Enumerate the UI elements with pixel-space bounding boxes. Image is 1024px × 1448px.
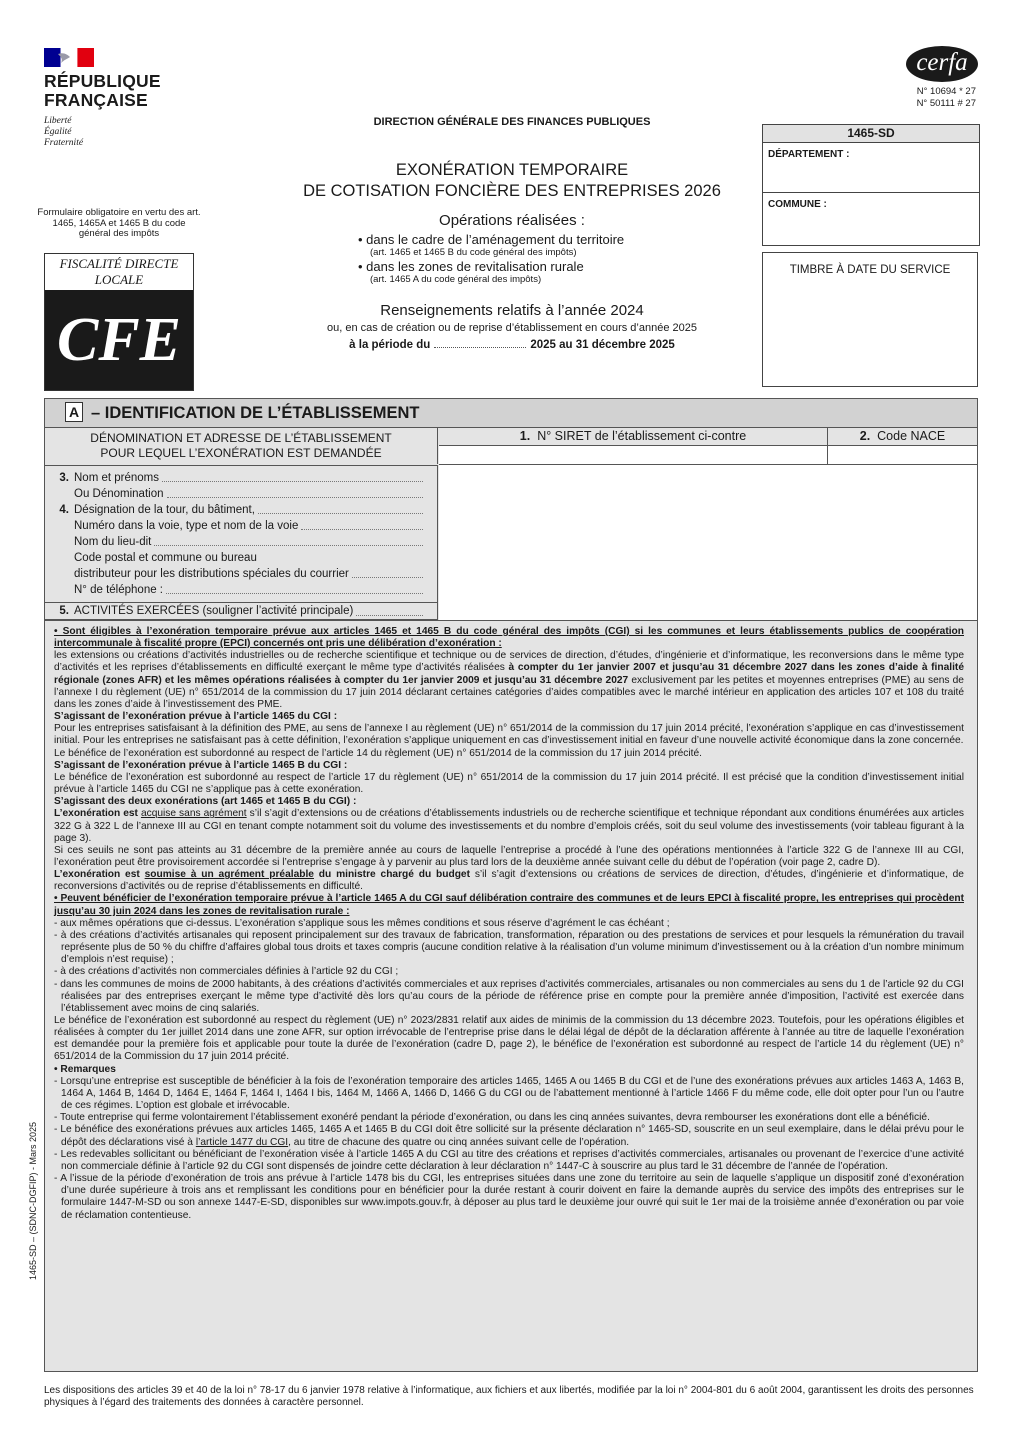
list-item: - Le bénéfice des exonérations prévues aux articles 1465, 1465 A et 1465 B du CGI doit être sollicité sur la présente déclaration n° 1465-SD, souscrite en un seul exemplaire, dans le délai prévu pour le dépôt des déclarations visé à l’article 1477 du CGI, au titre de chacune des quatre ou cinq années suivant celle de l’opération. [54,1124,964,1148]
operation-ref: (art. 1465 A du code général des impôts) [370,274,542,285]
paragraph: Le bénéfice de l’exonération est subordonné au respect de l’article 14 du règlement (UE) n° 651/2014 de la commission du 17 juin 2014 précité. [54,747,702,759]
nace-input[interactable] [828,446,977,465]
field-distributeur[interactable]: distributeur pour les distributions spéciales du courrier [45,566,437,582]
field-voie[interactable]: Numéro dans la voie, type et nom de la voie [45,518,437,534]
eligibilite-title: • Sont éligibles à l’exonération temporaire prévue aux articles 1465 et 1465 B du code général des impôts (CGI) si les communes et leurs établissements publics de coopération intercommunale à fiscalité propre (EPCI) concernés ont pris une délibération d’exonération : [54,626,964,650]
nace-header: 2. Code NACE [828,428,977,446]
marianne-flag-logo [44,48,94,67]
cerfa-numbers: N° 10694 * 27 N° 50111 # 27 [916,86,976,109]
paragraph: Le bénéfice de l’exonération est subordonné au respect du règlement (UE) n° 2023/2831 relatif aux aides de minimis de la commission du 13 décembre 2023. Toutefois, pour les opérations éligibles et réalisées à compter du 1er juillet 2014 dans une zone AFR, sur option irrévocable de l’entreprise prise dans le délai légal de dépôt de la déclaration afférente à l’année au titre de laquelle l’exonération est demandée pour la première fois et applicable pour toute la durée de l’exonération (cadre D, page 2), le bénéfice de l’exonération est subordonné au respect de l’article 14 du règlement (UE) n° 651/2014 de la Commission du 17 juin 2014 précité. [54,1015,964,1063]
operation-ref: (art. 1465 et 1465 B du code général des impôts) [370,247,577,258]
mention-obligatoire: Formulaire obligatoire en vertu des art. 1465, 1465A et 1465 B du code général des impôts [37,207,201,239]
list-item: - aux mêmes opérations que ci-dessus. L’exonération s’applique sous les mêmes conditions et sous réserve d’agrément le cas échéant ; [54,917,670,929]
periode-date-field[interactable] [434,347,526,348]
remarques-title: • Remarques [54,1063,116,1075]
operations-list [358,232,718,286]
devise: Liberté Égalité Fraternité [44,116,84,148]
republique-francaise-logo: RÉPUBLIQUE FRANÇAISE [44,71,161,110]
footer-cnil: Les dispositions des articles 39 et 40 de la loi n° 78-17 du 6 janvier 1978 relative à l’informatique, aux fichiers et aux libertés, modifiée par la loi n° 2004-801 du 6 août 2004, garantissent les droits des personnes physiques à l’égard des traitements des données à caractère personnel. [44,1385,974,1408]
side-reference: 1465-SD – (SDNC-DGFIP) - Mars 2025 [28,1121,38,1281]
paragraph: Si ces seuils ne sont pas atteints au 31 décembre de la première année au cours de laquelle l’entreprise a procédé à l’une des opérations mentionnées à l’article 322 G de l’annexe III au CGI, l’exonération peut être provisoirement accordée si l’entreprise s’engage à y parvenir au plus tard lors de la deuxième année suivant celle du début de l’opération (voir page 2, cadre D). [54,844,964,868]
fiscalite-label: FISCALITÉ DIRECTE LOCALE [59,256,179,287]
field-batiment[interactable]: 4. Désignation de la tour, du bâtiment, [45,502,437,518]
list-item: - dans les communes de moins de 2000 habitants, à des créations d’activités commerciales et aux reprises d’activités commerciales, artisanales ou non commerciales au sens du 1 de l’article 92 du CGI réalisées par des entreprises exerçant le même type d’activité dès lors qu’au cours de la période de référence prise en compte pour la première année d’imposition, l’activité est exercée dans l’établissement avec moins de cinq salariés. [54,978,964,1014]
operations-title: Opérations réalisées : [439,212,585,229]
subheading: S’agissant des deux exonérations (art 1465 et 1465 B du CGI) : [54,796,357,808]
periode-line: à la période du 2025 au 31 décembre 2025 [349,339,675,351]
paragraph: L’exonération est soumise à un agrément préalable du ministre chargé du budget s’il s’agit d’extensions ou créations de services de direction, d’études, d’ingénierie et d’informatique, de reconversions d’activités ou de reprise d’établissements en difficulté. [54,869,964,893]
section-a-header [45,399,977,428]
cfe-label: CFE [45,290,193,390]
subheading: S’agissant de l’exonération prévue à l’article 1465 du CGI : [54,711,338,723]
notice-text [54,626,964,1222]
paragraph: les extensions ou créations d’activités industrielles ou de recherche scientifique et technique ou de services de direction, d’études, d’ingénierie et d’informatique, les reconversions dans le même type d’activités et les reprises d’établissements en difficulté exerçant le même type d’activités réalisées à compter du 1er janvier 2007 et jusqu’au 31 décembre 2027 dans les zones d’aide à finalité régionale (zones AFR) et les mêmes opérations réalisées à compter du 1er janvier 2009 et jusqu’au 31 décembre 2027 exclusivement par les petites et moyennes entreprises (PME) au sens de l’annexe I du règlement (UE) n° 651/2014 de la commission du 17 juin 2014 déclarant certaines catégories d’aides compatibles avec le marché intérieur en application des articles 107 et 108 du traité dans les zones d’aide à l’investissement des PME. [54,650,964,710]
form-id-box [762,124,980,246]
renseignements-title: Renseignements relatifs à l’année 2024 [380,302,644,319]
list-item: - A l’issue de la période d’exonération de trois ans prévue à l’article 1478 bis du CGI, les entreprises situées dans une zone du territoire au sein de laquelle s’applique un dispositif zoné d’exonération d’une durée supérieure à trois ans et remplissant les conditions pour en bénéficier pour la durée restant à courir doivent en faire la demande auprès du service des impôts des entreprises sur le formulaire 1447-M-SD ou son annexe 1447-E-SD, disponibles sur www.impots.gouv.fr, à déposer au plus tard le deuxième jour ouvré qui suit le 1er mai de la troisième année d’exonération ou par voie de réclamation contentieuse. [54,1173,964,1221]
list-item: - à des créations d’activités artisanales qui reposent principalement sur des travaux de fabrication, transformation, réparation ou des prestations de services et pour lesquels la rémunération du travail représente plus de 50 % du chiffre d’affaires global tous droits et taxes compris (aucune condition relative à la réalisation d’un volume minimum d’investissement ou à la création d’un nombre minimum d’emplois n’est requise) ; [54,929,964,966]
paragraph: L’exonération est acquise sans agrément s’il s’agit d’extensions ou de créations d’établissements industriels ou de recherche scientifique et technique répondant aux conditions énumérées aux articles 322 G à 322 L de l’annexe III au CGI en tenant compte notamment soit du volume des investissements et du nombre d’emplois créés, soit du seul volume des investissements (voir tableau figurant à la page 3). [54,808,964,844]
operation-item: • dans le cadre de l’aménagement du territoire [358,232,625,247]
activites-field[interactable]: 5. ACTIVITÉS EXERCÉES (souligner l’activité principale) [45,602,438,620]
section-letter: A [65,402,83,422]
list-item: - Toute entreprise qui ferme volontairement l’établissement exonéré pendant la période d’exonération, ou dans les cinq années suivantes, devra rembourser les exonérations dont elle a bénéficié. [54,1112,930,1124]
commune-field[interactable]: COMMUNE : [768,199,827,210]
field-code-postal[interactable]: Code postal et commune ou bureau [74,552,257,564]
identification-input-area[interactable] [439,465,977,620]
divider [45,620,977,621]
paragraph: Le bénéfice de l’exonération est subordonné au respect de l’article 17 du règlement (UE) n° 651/2014 de la commission du 17 juin 2014 précité. Il est précisé que la condition d’investissement initial prévue à l’article 1465 du CGI ne s’applique pas à cette exonération. [54,771,964,796]
form-id: 1465-SD [763,125,979,143]
zrr-title: • Peuvent bénéficier de l’exonération temporaire prévue à l’article 1465 A du CGI sauf délibération contraire des communes et de leurs EPCI à fiscalité propre, les entreprises qui procèdent jusqu’au 30 juin 2024 dans les zones de revitalisation rurale : [54,893,964,917]
denomination-header: DÉNOMINATION ET ADRESSE DE L’ÉTABLISSEMENT POUR LEQUEL L’EXONÉRATION EST DEMANDÉE [45,428,438,464]
list-item: - à des créations d’activités non commerciales définies à l’article 92 du CGI ; [54,966,399,978]
section-title: – IDENTIFICATION DE L’ÉTABLISSEMENT [91,404,420,422]
operation-item: • dans les zones de revitalisation rurale [358,259,584,274]
departement-field[interactable]: DÉPARTEMENT : [763,143,979,193]
identification-fields [45,465,438,602]
field-denomination[interactable]: Ou Dénomination [45,486,437,502]
siret-input[interactable] [439,446,828,465]
siret-header: 1. N° SIRET de l’établissement ci-contre [439,428,828,446]
field-telephone[interactable]: N° de téléphone : [45,582,437,598]
timbre-box: TIMBRE À DATE DU SERVICE [762,252,978,387]
subheading: S’agissant de l’exonération prévue à l’article 1465 B du CGI : [54,759,348,771]
cerfa-logo: cerfa [906,46,978,82]
renseignements-subtitle: ou, en cas de création ou de reprise d’établissement en cours d’année 2025 [327,322,697,334]
list-item: - Les redevables sollicitant ou bénéficiant de l’exonération visée à l’article 1465 A du CGI au titre des créations et reprises d’activités commerciales, artisanales ou provenant de l’exercice d’une activité non commerciale définie à l’article 92 du CGI sont dispensés de joindre cette déclaration à leur déclaration n° 1447-C à souscrire au plus tard le 31 décembre de l’année de l’opération. [54,1148,964,1172]
field-nom[interactable]: 3. Nom et prénoms [45,470,437,486]
dgfip-label: DIRECTION GÉNÉRALE DES FINANCES PUBLIQUES [373,116,651,128]
list-item: - Lorsqu’une entreprise est susceptible de bénéficier à la fois de l’exonération temporaire des articles 1465, 1465 A ou 1465 B du CGI et de l’une des exonérations prévues aux articles 1463 A, 1463 B, 1464 A, 1464 B, 1464 D, 1464 E, 1464 F, 1464 I, 1464 I bis, 1464 M, 1466 A, 1466 D, 1466 G du CGI ou de l’abattement mentionné à l’article 1466 F du même code, elle doit opter pour l’un ou l’autre de ces régimes. L’option est globale et irrévocable. [54,1075,964,1112]
cfe-logo-box [44,253,194,391]
form-title: EXONÉRATION TEMPORAIRE DE COTISATION FONCIÈRE DES ENTREPRISES 2026 [303,161,721,200]
paragraph: Pour les entreprises satisfaisant à la définition des PME, au sens de l’annexe I au règlement (UE) n° 651/2014 de la commission du 17 juin 2014 précité, l’exonération s’applique en cas d’investissement initial. Pour les entreprises ne satisfaisant pas à cette définition, l’exonération s’applique uniquement en cas d’investissement initial en faveur d’une nouvelle activité économique dans la zone concernée. [54,723,964,747]
field-lieu-dit[interactable]: Nom du lieu-dit [45,534,437,550]
